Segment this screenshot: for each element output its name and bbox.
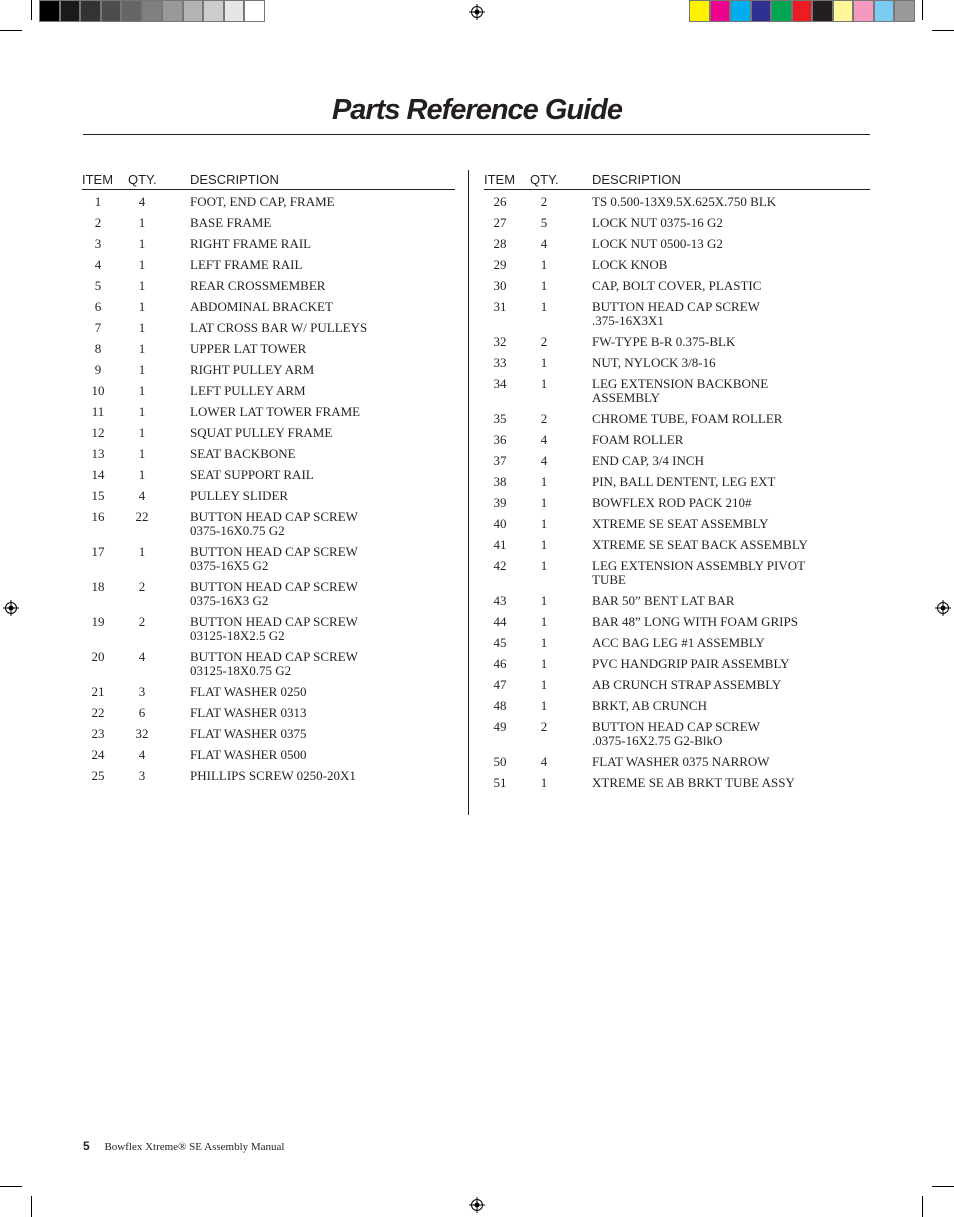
- item-number: 28: [493, 236, 507, 251]
- item-number: 27: [493, 215, 507, 230]
- item-quantity: 4: [540, 432, 548, 447]
- table-row: [484, 514, 870, 535]
- table-row: [82, 486, 455, 507]
- color-swatch: [751, 0, 772, 22]
- item-quantity: 1: [540, 495, 548, 510]
- table-row: [484, 556, 870, 591]
- table-row: [82, 360, 455, 381]
- item-description: LEFT PULLEY ARM: [190, 383, 306, 398]
- item-description: REAR CROSSMEMBER: [190, 278, 326, 293]
- table-row: [82, 682, 455, 703]
- item-number: 24: [91, 747, 105, 762]
- item-quantity: 1: [540, 355, 548, 370]
- registration-mark-icon: [3, 600, 19, 616]
- color-swatch: [101, 0, 122, 22]
- item-description: BAR 48” LONG WITH FOAM GRIPS: [592, 614, 798, 629]
- item-number: 22: [91, 705, 105, 720]
- item-quantity: 2: [540, 719, 548, 734]
- item-description: BUTTON HEAD CAP SCREW 03125-18X0.75 G2: [190, 649, 358, 678]
- item-description: LOWER LAT TOWER FRAME: [190, 404, 361, 419]
- crop-mark: [31, 0, 32, 20]
- item-quantity: 1: [540, 635, 548, 650]
- table-row: [82, 542, 455, 577]
- item-quantity: 1: [138, 299, 146, 314]
- table-row: [484, 535, 870, 556]
- item-description: BAR 50” BENT LAT BAR: [592, 593, 735, 608]
- item-quantity: 1: [540, 376, 548, 391]
- crop-mark: [932, 1186, 954, 1187]
- table-row: [484, 717, 870, 752]
- item-quantity: 6: [138, 705, 146, 720]
- item-number: 33: [493, 355, 507, 370]
- item-quantity: 1: [540, 614, 548, 629]
- table-row: [484, 773, 870, 794]
- item-description: LEG EXTENSION ASSEMBLY PIVOT TUBE: [592, 558, 806, 587]
- table-row: [82, 192, 455, 213]
- item-number: 8: [94, 341, 102, 356]
- item-number: 30: [493, 278, 507, 293]
- item-number: 41: [493, 537, 507, 552]
- item-quantity: 4: [138, 194, 146, 209]
- table-header: [82, 171, 455, 190]
- item-description: FLAT WASHER 0375 NARROW: [592, 754, 770, 769]
- item-quantity: 1: [138, 467, 146, 482]
- color-swatch: [183, 0, 204, 22]
- item-quantity: 1: [540, 775, 548, 790]
- item-description: PVC HANDGRIP PAIR ASSEMBLY: [592, 656, 790, 671]
- table-row: [484, 297, 870, 332]
- header-description: DESCRIPTION: [190, 172, 279, 187]
- crop-mark: [922, 1196, 923, 1217]
- item-quantity: 1: [540, 257, 548, 272]
- item-quantity: 1: [138, 320, 146, 335]
- table-row: [82, 276, 455, 297]
- manual-title: Bowflex Xtreme® SE Assembly Manual: [104, 1141, 285, 1153]
- item-description: FLAT WASHER 0250: [190, 684, 307, 699]
- item-description: PULLEY SLIDER: [190, 488, 289, 503]
- item-quantity: 22: [135, 509, 149, 524]
- item-number: 20: [91, 649, 105, 664]
- item-number: 44: [493, 614, 507, 629]
- item-quantity: 32: [135, 726, 149, 741]
- item-quantity: 2: [540, 194, 548, 209]
- item-quantity: 1: [540, 474, 548, 489]
- item-number: 34: [493, 376, 507, 391]
- item-quantity: 1: [138, 278, 146, 293]
- table-row: [484, 675, 870, 696]
- table-row: [82, 213, 455, 234]
- item-number: 7: [94, 320, 102, 335]
- item-quantity: 1: [138, 257, 146, 272]
- item-number: 43: [493, 593, 507, 608]
- table-row: [484, 213, 870, 234]
- item-quantity: 3: [138, 684, 146, 699]
- item-description: CAP, BOLT COVER, PLASTIC: [592, 278, 762, 293]
- item-number: 12: [91, 425, 105, 440]
- item-description: BUTTON HEAD CAP SCREW 0375-16X3 G2: [190, 579, 358, 608]
- item-description: AB CRUNCH STRAP ASSEMBLY: [592, 677, 782, 692]
- item-quantity: 4: [138, 649, 146, 664]
- item-quantity: 1: [540, 656, 548, 671]
- color-swatch: [60, 0, 81, 22]
- table-row: [82, 255, 455, 276]
- table-row: [484, 472, 870, 493]
- item-description: END CAP, 3/4 INCH: [592, 453, 704, 468]
- crop-mark: [922, 0, 923, 20]
- item-description: FLAT WASHER 0500: [190, 747, 307, 762]
- title-rule: [83, 134, 870, 135]
- item-number: 17: [91, 544, 105, 559]
- item-number: 48: [493, 698, 507, 713]
- item-description: PIN, BALL DENTENT, LEG EXT: [592, 474, 776, 489]
- item-description: BOWFLEX ROD PACK 210#: [592, 495, 752, 510]
- item-number: 42: [493, 558, 507, 573]
- item-quantity: 4: [540, 453, 548, 468]
- item-quantity: 1: [138, 446, 146, 461]
- item-quantity: 1: [540, 698, 548, 713]
- table-row: [82, 297, 455, 318]
- item-number: 51: [493, 775, 507, 790]
- table-row: [82, 402, 455, 423]
- color-swatch: [80, 0, 101, 22]
- item-description: XTREME SE AB BRKT TUBE ASSY: [592, 775, 795, 790]
- table-row: [82, 381, 455, 402]
- item-description: XTREME SE SEAT BACK ASSEMBLY: [592, 537, 808, 552]
- color-swatch: [39, 0, 60, 22]
- color-swatch: [771, 0, 792, 22]
- item-quantity: 1: [138, 425, 146, 440]
- item-description: LOCK NUT 0375-16 G2: [592, 215, 723, 230]
- item-description: BUTTON HEAD CAP SCREW 0375-16X0.75 G2: [190, 509, 358, 538]
- parts-list: [484, 192, 870, 794]
- item-description: BUTTON HEAD CAP SCREW 0375-16X5 G2: [190, 544, 358, 573]
- item-description: FLAT WASHER 0375: [190, 726, 307, 741]
- table-row: [82, 703, 455, 724]
- item-description: BUTTON HEAD CAP SCREW .0375-16X2.75 G2-BlkO: [592, 719, 760, 748]
- color-swatch: [853, 0, 874, 22]
- item-description: SQUAT PULLEY FRAME: [190, 425, 333, 440]
- item-description: BRKT, AB CRUNCH: [592, 698, 707, 713]
- item-quantity: 1: [138, 341, 146, 356]
- page-footer: [83, 1139, 285, 1153]
- item-quantity: 1: [540, 516, 548, 531]
- table-row: [82, 766, 455, 787]
- item-quantity: 3: [138, 768, 146, 783]
- item-description: PHILLIPS SCREW 0250-20X1: [190, 768, 356, 783]
- item-description: FOAM ROLLER: [592, 432, 684, 447]
- item-description: UPPER LAT TOWER: [190, 341, 307, 356]
- item-quantity: 1: [540, 593, 548, 608]
- item-quantity: 5: [540, 215, 548, 230]
- color-swatch: [874, 0, 895, 22]
- table-row: [484, 451, 870, 472]
- table-row: [484, 696, 870, 717]
- table-row: [484, 752, 870, 773]
- color-swatch: [812, 0, 833, 22]
- color-swatch: [142, 0, 163, 22]
- item-description: LAT CROSS BAR W/ PULLEYS: [190, 320, 368, 335]
- item-number: 25: [91, 768, 105, 783]
- color-swatch: [203, 0, 224, 22]
- item-number: 40: [493, 516, 507, 531]
- item-number: 5: [94, 278, 102, 293]
- item-number: 36: [493, 432, 507, 447]
- item-description: SEAT BACKBONE: [190, 446, 296, 461]
- item-quantity: 1: [138, 383, 146, 398]
- table-row: [82, 423, 455, 444]
- item-quantity: 2: [540, 334, 548, 349]
- parts-list: [82, 192, 455, 787]
- item-number: 9: [94, 362, 102, 377]
- item-number: 21: [91, 684, 105, 699]
- item-description: FLAT WASHER 0313: [190, 705, 307, 720]
- item-quantity: 2: [138, 579, 146, 594]
- item-quantity: 2: [138, 614, 146, 629]
- item-quantity: 1: [138, 362, 146, 377]
- item-description: LEG EXTENSION BACKBONE ASSEMBLY: [592, 376, 769, 405]
- item-number: 38: [493, 474, 507, 489]
- registration-mark-icon: [469, 4, 485, 20]
- parts-table-right: [484, 171, 870, 794]
- item-number: 35: [493, 411, 507, 426]
- item-quantity: 1: [540, 677, 548, 692]
- color-swatch: [162, 0, 183, 22]
- table-row: [82, 318, 455, 339]
- table-header: [484, 171, 870, 190]
- table-row: [484, 276, 870, 297]
- item-quantity: 1: [138, 236, 146, 251]
- item-number: 47: [493, 677, 507, 692]
- item-number: 14: [91, 467, 105, 482]
- color-swatch: [244, 0, 265, 22]
- item-description: LOCK NUT 0500-13 G2: [592, 236, 723, 251]
- item-description: CHROME TUBE, FOAM ROLLER: [592, 411, 783, 426]
- item-number: 49: [493, 719, 507, 734]
- item-number: 15: [91, 488, 105, 503]
- color-calibration-bar: [689, 0, 915, 22]
- table-row: [82, 507, 455, 542]
- table-row: [484, 353, 870, 374]
- item-quantity: 2: [540, 411, 548, 426]
- crop-mark: [0, 30, 22, 31]
- page-title: Parts Reference Guide: [331, 94, 623, 126]
- item-number: 18: [91, 579, 105, 594]
- item-description: RIGHT PULLEY ARM: [190, 362, 315, 377]
- item-description: SEAT SUPPORT RAIL: [190, 467, 314, 482]
- table-row: [484, 612, 870, 633]
- color-swatch: [689, 0, 710, 22]
- table-row: [82, 444, 455, 465]
- item-number: 50: [493, 754, 507, 769]
- item-number: 4: [94, 257, 102, 272]
- item-description: ABDOMINAL BRACKET: [190, 299, 333, 314]
- item-quantity: 4: [138, 747, 146, 762]
- table-row: [82, 339, 455, 360]
- item-description: LOCK KNOB: [592, 257, 668, 272]
- color-swatch: [792, 0, 813, 22]
- item-description: TS 0.500-13X9.5X.625X.750 BLK: [592, 194, 777, 209]
- item-description: XTREME SE SEAT ASSEMBLY: [592, 516, 769, 531]
- item-number: 46: [493, 656, 507, 671]
- item-quantity: 4: [540, 236, 548, 251]
- gray-calibration-bar: [39, 0, 265, 22]
- item-number: 32: [493, 334, 507, 349]
- header-description: DESCRIPTION: [592, 172, 681, 187]
- color-swatch: [121, 0, 142, 22]
- color-swatch: [833, 0, 854, 22]
- item-number: 10: [91, 383, 105, 398]
- color-swatch: [710, 0, 731, 22]
- item-number: 13: [91, 446, 105, 461]
- item-description: LEFT FRAME RAIL: [190, 257, 303, 272]
- parts-table-left: [82, 171, 455, 787]
- header-item: ITEM: [82, 172, 114, 187]
- item-number: 29: [493, 257, 507, 272]
- crop-mark: [0, 1186, 22, 1187]
- table-row: [82, 745, 455, 766]
- item-description: ACC BAG LEG #1 ASSEMBLY: [592, 635, 765, 650]
- table-row: [484, 633, 870, 654]
- table-row: [484, 654, 870, 675]
- item-quantity: 1: [138, 544, 146, 559]
- item-quantity: 1: [540, 299, 548, 314]
- color-swatch: [730, 0, 751, 22]
- item-number: 2: [94, 215, 102, 230]
- item-number: 39: [493, 495, 507, 510]
- item-number: 23: [91, 726, 105, 741]
- item-number: 45: [493, 635, 507, 650]
- table-row: [484, 255, 870, 276]
- table-row: [82, 465, 455, 486]
- item-description: FW-TYPE B-R 0.375-BLK: [592, 334, 736, 349]
- item-number: 16: [91, 509, 105, 524]
- item-description: FOOT, END CAP, FRAME: [190, 194, 335, 209]
- item-description: BUTTON HEAD CAP SCREW .375-16X3X1: [592, 299, 760, 328]
- item-number: 26: [493, 194, 507, 209]
- item-number: 11: [91, 404, 105, 419]
- table-row: [484, 409, 870, 430]
- table-row: [82, 724, 455, 745]
- table-row: [82, 577, 455, 612]
- item-quantity: 1: [540, 278, 548, 293]
- page-number: 5: [83, 1139, 90, 1153]
- header-qty: QTY.: [530, 172, 559, 187]
- header-qty: QTY.: [128, 172, 157, 187]
- crop-mark: [932, 30, 954, 31]
- item-quantity: 4: [138, 488, 146, 503]
- item-number: 6: [94, 299, 102, 314]
- item-description: BASE FRAME: [190, 215, 272, 230]
- table-row: [82, 612, 455, 647]
- table-row: [484, 493, 870, 514]
- item-description: BUTTON HEAD CAP SCREW 03125-18X2.5 G2: [190, 614, 358, 643]
- column-divider: [468, 170, 469, 815]
- item-quantity: 1: [540, 558, 548, 573]
- item-quantity: 4: [540, 754, 548, 769]
- registration-mark-icon: [469, 1197, 485, 1213]
- header-item: ITEM: [484, 172, 516, 187]
- table-row: [484, 591, 870, 612]
- color-swatch: [894, 0, 915, 22]
- table-row: [82, 647, 455, 682]
- item-number: 19: [91, 614, 105, 629]
- crop-mark: [31, 1196, 32, 1217]
- table-row: [484, 374, 870, 409]
- table-row: [484, 430, 870, 451]
- item-number: 1: [94, 194, 102, 209]
- item-number: 3: [94, 236, 102, 251]
- registration-mark-icon: [935, 600, 951, 616]
- table-row: [484, 192, 870, 213]
- color-swatch: [224, 0, 245, 22]
- item-number: 37: [493, 453, 507, 468]
- item-description: RIGHT FRAME RAIL: [190, 236, 312, 251]
- item-number: 31: [493, 299, 507, 314]
- item-quantity: 1: [540, 537, 548, 552]
- item-quantity: 1: [138, 215, 146, 230]
- item-description: NUT, NYLOCK 3/8-16: [592, 355, 716, 370]
- table-row: [484, 332, 870, 353]
- table-row: [484, 234, 870, 255]
- table-row: [82, 234, 455, 255]
- item-quantity: 1: [138, 404, 146, 419]
